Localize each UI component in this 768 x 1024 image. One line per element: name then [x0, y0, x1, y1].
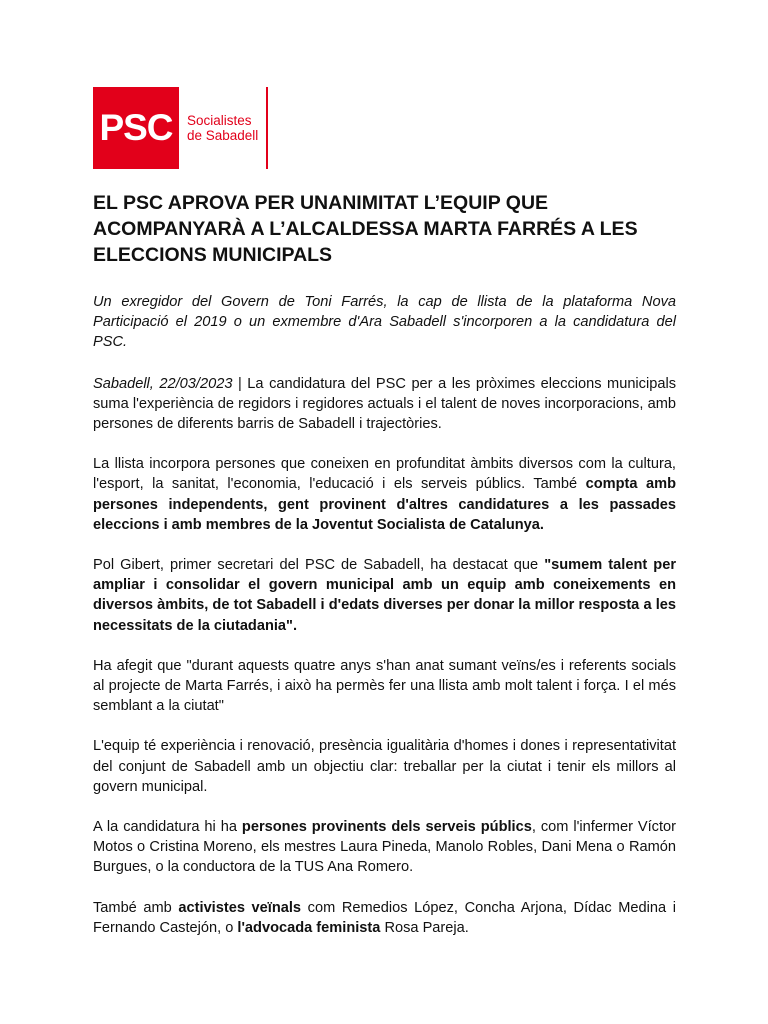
paragraph-4-text: Ha afegit que "durant aquests quatre anys s'han anat sumant veïns/es i referents socials al projecte de Marta Farrés, i això ha permès fer una llista amb molt talent i força. I el més semblant a la ciutat"	[93, 657, 676, 715]
paragraph-7-bold-b: l'advocada feminista	[237, 919, 381, 936]
paragraph-7	[93, 898, 676, 938]
paragraph-1	[93, 374, 676, 435]
paragraph-2-text: La llista incorpora persones que coneixen en profunditat àmbits diversos com la cultura, l'esport, la sanitat, l'economia, l'educació i els serveis públics. També	[93, 456, 676, 493]
paragraph-1-text: | La candidatura del PSC per a les pròximes eleccions municipals suma l'experiència de regidors i regidores actuals i el talent de noves incorporacions, amb persones de diferents barris de Sabadell i trajectòries.	[93, 375, 676, 433]
paragraph-4	[93, 656, 676, 717]
logo-line-1: Socialistes	[187, 113, 252, 128]
document-body	[93, 292, 676, 958]
paragraph-3	[93, 555, 676, 636]
paragraph-2	[93, 454, 676, 535]
logo-divider	[266, 87, 268, 169]
psc-logo	[93, 87, 268, 169]
paragraph-3-text: Pol Gibert, primer secretari del PSC de Sabadell, ha destacat que	[93, 557, 545, 574]
paragraph-7-bold-a: activistes veïnals	[178, 899, 302, 916]
paragraph-3-quote: "sumem talent per ampliar i consolidar el govern municipal amb un equip amb coneixements en diversos àmbits, de tot Sabadell i d'edats diverses per donar la millor resposta a les necessitats de la ciutadania".	[93, 557, 676, 634]
paragraph-5-text: L'equip té experiència i renovació, presència igualitària d'homes i dones i representativitat del conjunt de Sabadell amb un objectiu clar: treballar per la ciutat i tenir els millors al govern municipal.	[93, 738, 676, 795]
lead-paragraph	[93, 292, 676, 353]
paragraph-7-text-b: com Remedios López, Concha Arjona, Dídac Medina i Fernando Castejón, o	[93, 899, 676, 936]
paragraph-7-text-a: També amb	[93, 899, 179, 916]
paragraph-6-text-a: A la candidatura hi ha	[93, 819, 242, 836]
lead-text: Un exregidor del Govern de Toni Farrés, la cap de llista de la plataforma Nova Participació el 2019 o un exmembre d'Ara Sabadell s'incorporen a la candidatura del PSC.	[93, 294, 676, 351]
document-title: EL PSC APROVA PER UNANIMITAT L’EQUIP QUE ACOMPANYARÀ A L’ALCALDESSA MARTA FARRÉS A LES ELECCIONS MUNICIPALS	[93, 192, 638, 266]
dateline: Sabadell, 22/03/2023	[93, 375, 233, 392]
paragraph-6-bold: persones provinents dels serveis públics	[241, 819, 532, 836]
logo-mark: PSC	[93, 87, 179, 169]
paragraph-5	[93, 736, 676, 797]
paragraph-7-text-c: Rosa Pareja.	[380, 919, 469, 936]
logo-line-2: de Sabadell	[187, 128, 259, 143]
paragraph-6	[93, 817, 676, 878]
logo-text	[187, 113, 258, 143]
paragraph-2-bold: compta amb persones independents, gent provinent d'altres candidatures a les passades eleccions i amb membres de la Joventut Socialista de Catalunya.	[93, 476, 676, 533]
paragraph-6-text-b: , com l'infermer Víctor Motos o Cristina Moreno, els mestres Laura Pineda, Manolo Robles, Dani Mena o Ramón Burgues, o la conductora de la TUS Ana Romero.	[93, 819, 676, 876]
